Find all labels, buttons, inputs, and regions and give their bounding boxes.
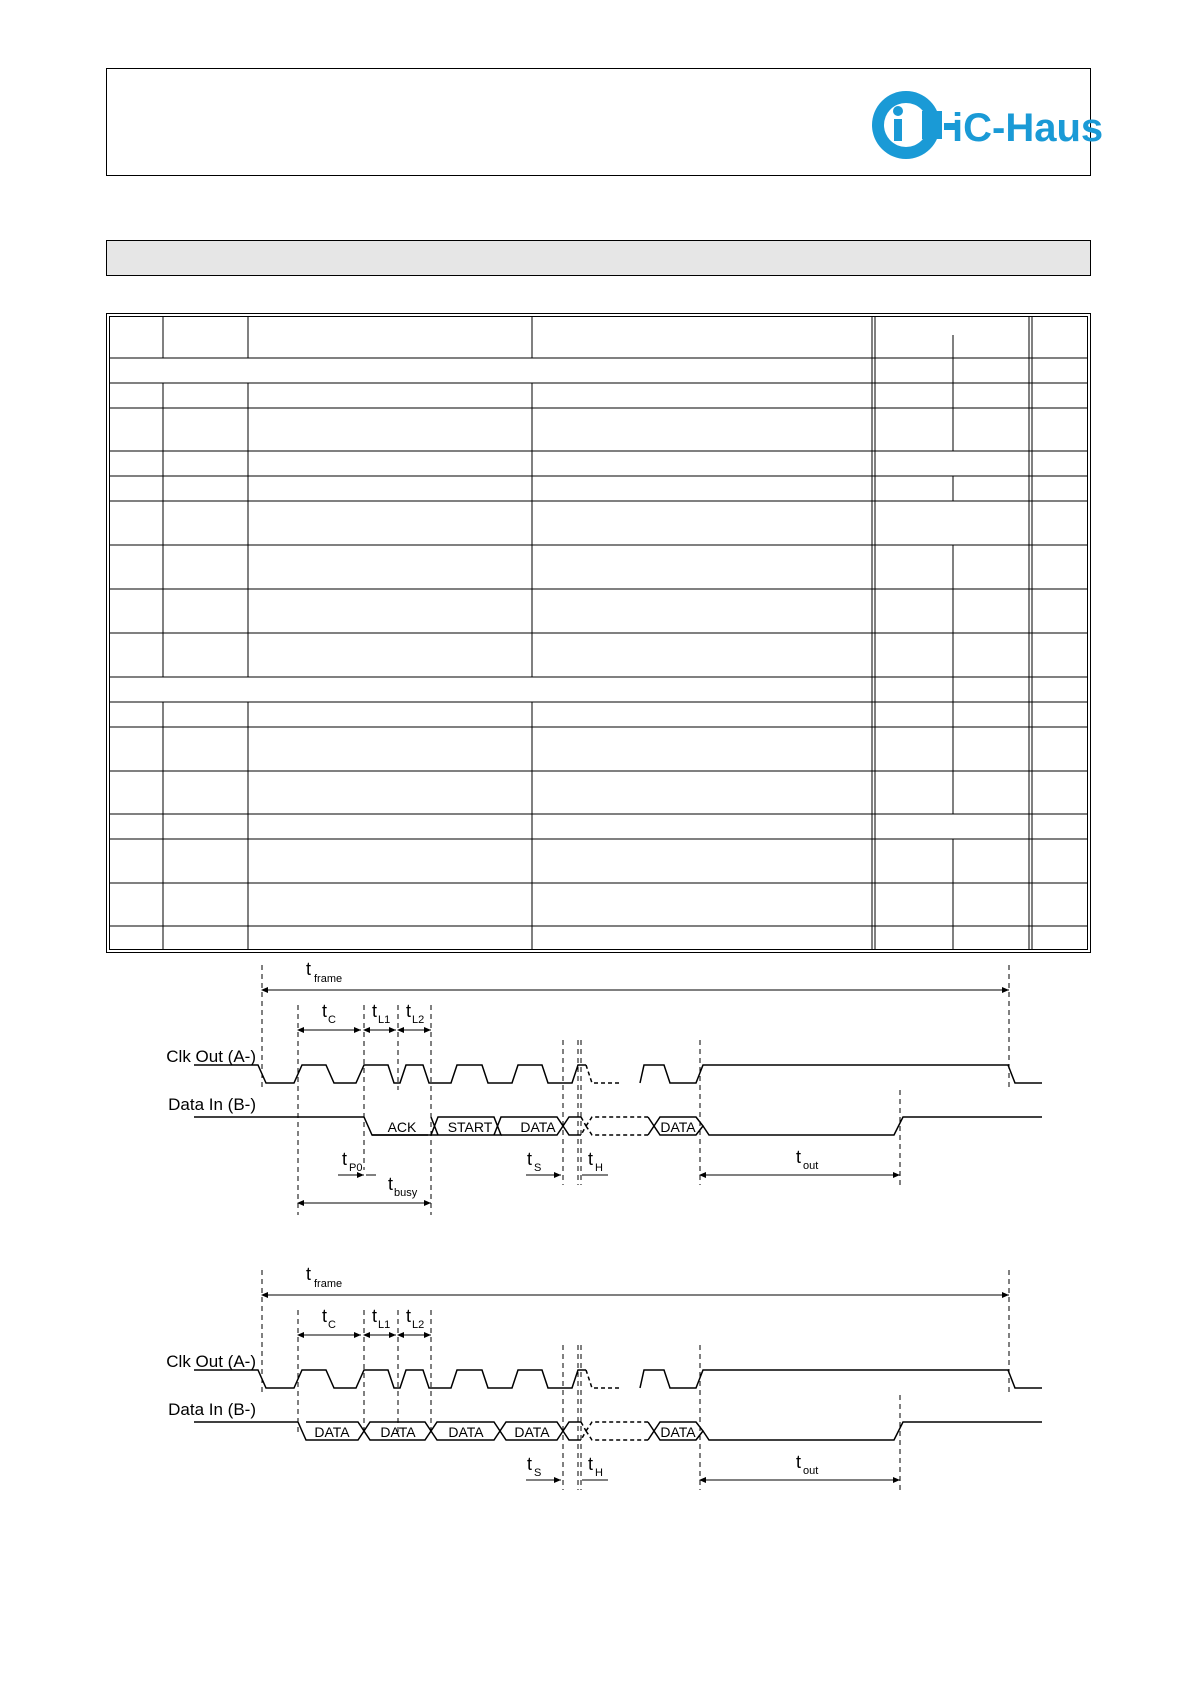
cell-start: START bbox=[447, 1119, 493, 1135]
label-t-out-sub: out bbox=[803, 1465, 819, 1477]
label-t-l2-sub: L2 bbox=[412, 1319, 425, 1331]
logo-text: iC-Haus bbox=[952, 106, 1104, 150]
cell-data: DATA bbox=[380, 1424, 416, 1440]
cell-data: DATA bbox=[514, 1424, 550, 1440]
label-t-c-sub: C bbox=[328, 1319, 336, 1331]
cell-data: DATA bbox=[314, 1424, 350, 1440]
label-data-in: Data In (B-) bbox=[168, 1400, 256, 1419]
label-t-h: t bbox=[588, 1454, 594, 1474]
label-data-in: Data In (B-) bbox=[168, 1095, 256, 1114]
label-t-out: t bbox=[796, 1147, 802, 1167]
label-t-busy: t bbox=[388, 1174, 394, 1194]
cell-data: DATA bbox=[448, 1424, 484, 1440]
label-t-frame-sub: frame bbox=[314, 973, 343, 985]
label-t-h: t bbox=[588, 1149, 594, 1169]
label-clk-out: Clk Out (A-) bbox=[166, 1047, 256, 1066]
timing-diagrams bbox=[106, 955, 1091, 1515]
label-t-busy-sub: busy bbox=[394, 1187, 418, 1199]
label-t-l2-sub: L2 bbox=[412, 1014, 425, 1026]
ic-haus-logo bbox=[870, 89, 1104, 161]
label-t-c-sub: C bbox=[328, 1014, 336, 1026]
label-t-l1-sub: L1 bbox=[378, 1014, 391, 1026]
section-title-bar bbox=[106, 240, 1091, 276]
label-t-l2: t bbox=[406, 1306, 412, 1326]
timing-diagram-bottom bbox=[166, 1264, 1042, 1490]
cell-data: DATA bbox=[520, 1119, 556, 1135]
label-t-c: t bbox=[322, 1001, 328, 1021]
label-t-frame: t bbox=[306, 959, 312, 979]
label-clk-out: Clk Out (A-) bbox=[166, 1352, 256, 1371]
label-t-h-sub: H bbox=[595, 1467, 603, 1479]
label-t-s-sub: S bbox=[534, 1467, 542, 1479]
cell-ack: ACK bbox=[387, 1119, 417, 1135]
label-t-l1: t bbox=[372, 1001, 378, 1021]
spec-table bbox=[106, 313, 1091, 953]
label-t-out: t bbox=[796, 1452, 802, 1472]
cell-data: DATA bbox=[660, 1119, 696, 1135]
label-t-s-sub: S bbox=[534, 1162, 542, 1174]
label-t-frame: t bbox=[306, 1264, 312, 1284]
label-t-l1-sub: L1 bbox=[378, 1319, 391, 1331]
label-t-s: t bbox=[527, 1454, 533, 1474]
spec-table-grid bbox=[106, 313, 1091, 953]
timing-diagram-top bbox=[166, 959, 1042, 1215]
label-t-frame-sub: frame bbox=[314, 1278, 343, 1290]
label-t-p0-sub: P0 bbox=[349, 1162, 363, 1174]
document-header bbox=[106, 68, 1104, 176]
label-t-p0: t bbox=[342, 1149, 348, 1169]
cell-data: DATA bbox=[660, 1424, 696, 1440]
label-t-l1: t bbox=[372, 1306, 378, 1326]
label-t-l2: t bbox=[406, 1001, 412, 1021]
label-t-c: t bbox=[322, 1306, 328, 1326]
timing-diagram-svg bbox=[106, 955, 1091, 1515]
label-t-h-sub: H bbox=[595, 1162, 603, 1174]
label-t-out-sub: out bbox=[803, 1160, 819, 1172]
label-t-s: t bbox=[527, 1149, 533, 1169]
